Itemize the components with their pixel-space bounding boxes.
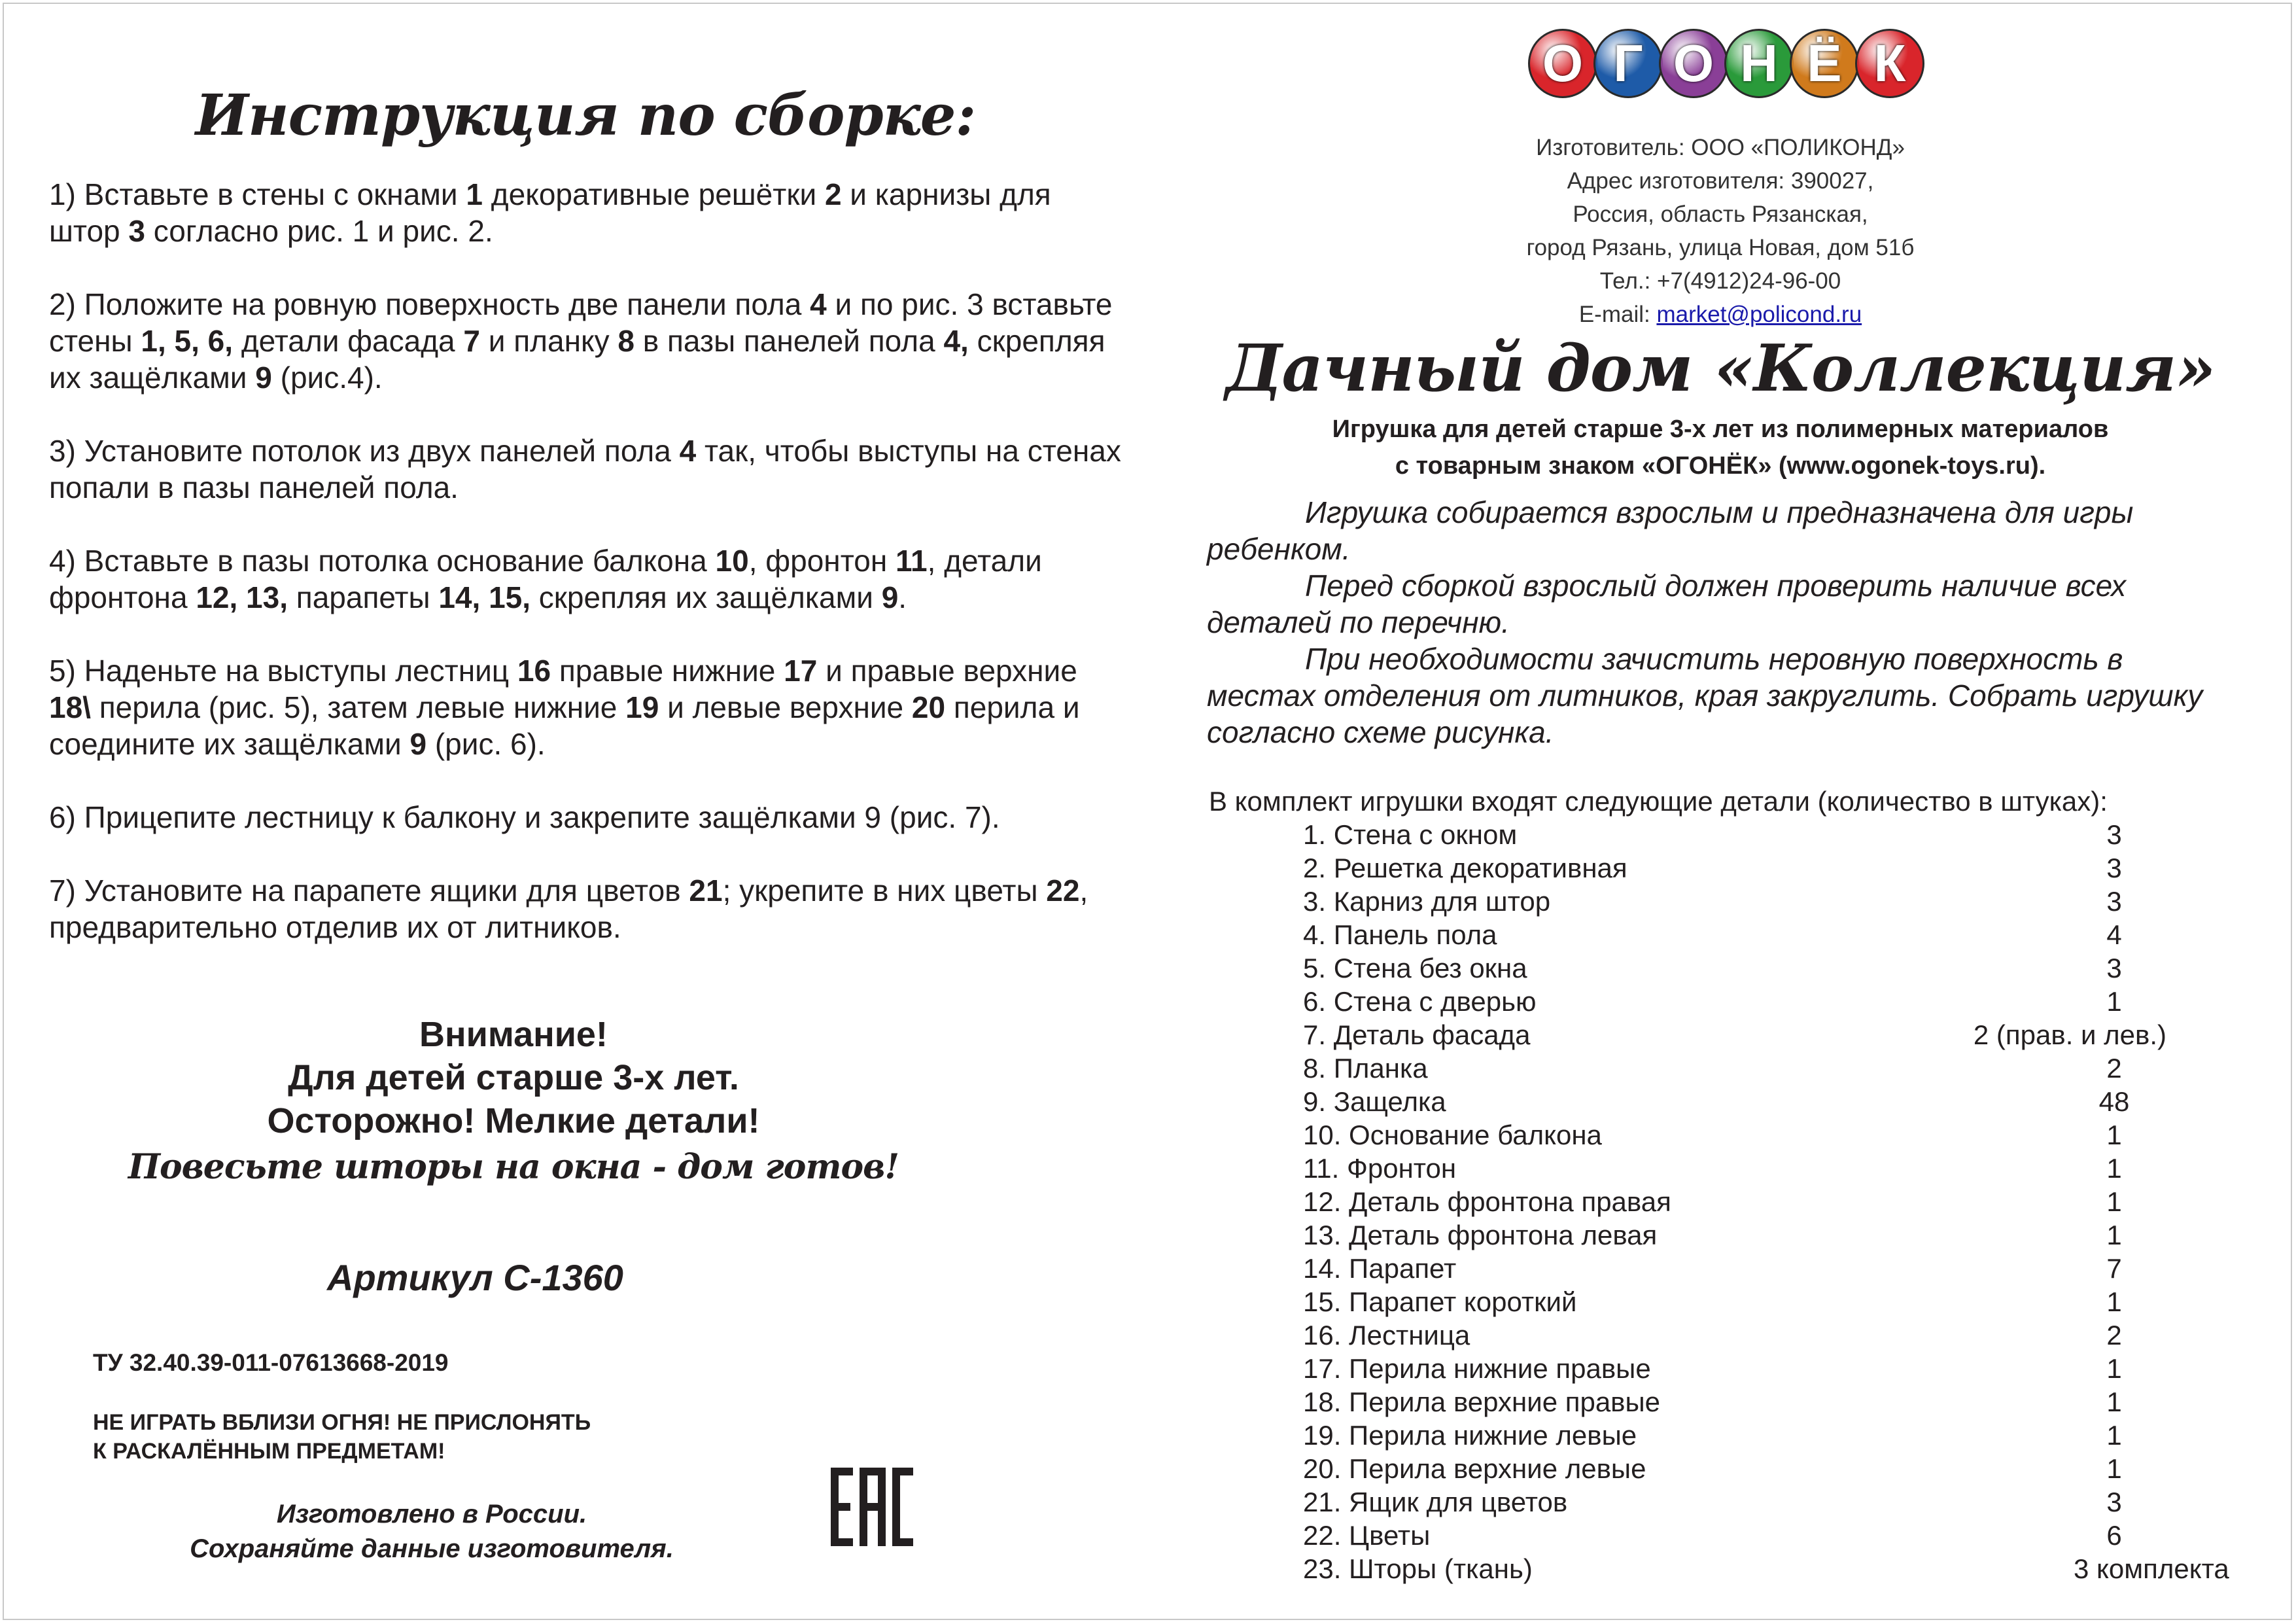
part-quantity: 3 [2106,819,2122,850]
assembly-step: 5) Наденьте на выступы лестниц 16 правые нижние 17 и правые верхние 18\ перила (рис. 5), затем левые нижние 19 и левые верхние 20 перила и соедините их защёлками 9 (рис. 6). [49,653,1080,761]
part-name: 15. Парапет короткий [1303,1286,1577,1317]
part-row [1303,1318,2258,1352]
part-row [1303,1519,2258,1552]
assembly-instructions [49,82,1122,982]
part-name: 13. Деталь фронтона левая [1303,1220,1658,1250]
assembly-step: 3) Установите потолок из двух панелей пола 4 так, чтобы выступы на стенах попали в пазы панелей пола. [49,433,1121,504]
product-title: Дачный дом «Коллекция» [1225,331,2216,406]
warning-block [49,1013,978,1190]
part-row [1303,985,2258,1018]
part-name: 17. Перила нижние правые [1303,1353,1651,1384]
part-row [1303,1185,2258,1218]
part-row [1303,1252,2258,1285]
part-name: 9. Защелка [1303,1086,1446,1117]
manufacturer-line: город Рязань, улица Новая, дом 51б [1526,235,1915,260]
part-name: 1. Стена с окном [1303,819,1518,850]
part-quantity: 3 [2106,853,2122,883]
fire-warning-line: НЕ ИГРАТЬ ВБЛИЗИ ОГНЯ! НЕ ПРИСЛОНЯТЬ [93,1410,591,1435]
part-quantity: 6 [2106,1520,2122,1551]
article-number: Артикул С-1360 [327,1257,623,1298]
part-quantity: 2 [2106,1053,2122,1084]
logo-letter: О [1659,29,1728,98]
product-subtitle [1204,411,2237,484]
part-quantity: 2 (прав. и лев.) [1973,1019,2166,1050]
logo-letter: Г [1593,29,1663,98]
part-name: 19. Перила нижние левые [1303,1420,1637,1451]
parts-list [1303,818,2258,1585]
assembly-step: 6) Прицепите лестницу к балкону и закрепите защёлками 9 (рис. 7). [49,800,1000,834]
part-row [1303,918,2258,951]
assembly-notes [1207,494,2227,750]
part-name: 21. Ящик для цветов [1303,1487,1568,1517]
logo-letter: Ё [1790,29,1859,98]
part-row [1303,1152,2258,1185]
part-quantity: 1 [2106,1186,2122,1217]
manufacturer-line: Изготовитель: ООО «ПОЛИКОНД» [1536,135,1905,160]
part-name: 20. Перила верхние левые [1303,1453,1646,1484]
manufacturer-info [1452,131,1989,331]
part-quantity: 1 [2106,1420,2122,1451]
email-link[interactable]: market@policond.ru [1656,302,1862,327]
ogonek-logo [1528,29,1921,98]
fire-warning [93,1408,591,1466]
part-name: 11. Фронтон [1303,1153,1457,1184]
kit-heading: В комплект игрушки входят следующие детали (количество в штуках): [1209,786,2108,817]
manufacturer-line: Тел.: +7(4912)24-96-00 [1599,268,1841,294]
part-row [1303,1118,2258,1152]
instructions-title: Инструкция по сборке: [195,82,976,149]
made-line: Сохраняйте данные изготовителя. [190,1534,674,1563]
part-row [1303,951,2258,985]
part-row [1303,1385,2258,1419]
part-name: 5. Стена без окна [1303,953,1527,983]
curtains-note: Повесьте шторы на окна - дом готов! [128,1147,899,1187]
part-row [1303,1452,2258,1485]
tech-spec-code: ТУ 32.40.39-011-07613668-2019 [93,1349,449,1376]
part-name: 7. Деталь фасада [1303,1019,1531,1050]
warning-line: Внимание! [419,1015,608,1054]
steps-list [49,176,1122,945]
part-row [1303,885,2258,918]
logo-letter: К [1855,29,1924,98]
part-quantity: 1 [2106,1453,2122,1484]
fire-warning-line: К РАСКАЛЁННЫМ ПРЕДМЕТАМ! [93,1439,445,1464]
part-quantity: 1 [2106,1220,2122,1250]
warning-line: Осторожно! Мелкие детали! [267,1101,760,1140]
eac-mark-icon [829,1464,914,1553]
part-quantity: 3 [2106,953,2122,983]
made-line: Изготовлено в России. [276,1500,587,1528]
subtitle-line: Игрушка для детей старше 3-х лет из полимерных материалов [1332,415,2109,443]
part-quantity: 1 [2106,1386,2122,1417]
part-quantity: 3 [2106,1487,2122,1517]
part-quantity: 1 [2106,1353,2122,1384]
part-quantity: 1 [2106,986,2122,1017]
part-quantity: 3 [2106,886,2122,917]
part-name: 22. Цветы [1303,1520,1431,1551]
manufacturer-line: Адрес изготовителя: 390027, [1567,168,1874,194]
part-row [1303,1085,2258,1118]
part-row [1303,1352,2258,1385]
note-paragraph: Перед сборкой взрослый должен проверить наличие всех деталей по перечню. [1207,569,2127,639]
part-name: 14. Парапет [1303,1253,1457,1284]
part-row [1303,818,2258,851]
part-quantity: 4 [2106,919,2122,950]
part-name: 12. Деталь фронтона правая [1303,1186,1671,1217]
assembly-step: 1) Вставьте в стены с окнами 1 декоративные решётки 2 и карнизы для штор 3 согласно рис. 1 и рис. 2. [49,177,1051,248]
assembly-step: 2) Положите на ровную поверхность две панели пола 4 и по рис. 3 вставьте стены 1, 5, 6, детали фасада 7 и планку 8 в пазы панелей пола 4, скрепляя их защёлками 9 (рис.4). [49,287,1113,395]
part-name: 10. Основание балкона [1303,1120,1602,1150]
part-quantity: 3 комплекта [2074,1553,2229,1584]
part-row [1303,1285,2258,1318]
assembly-step: 7) Установите на парапете ящики для цветов 21; укрепите в них цветы 22, предварительно отделив их от литников. [49,873,1088,944]
part-name: 23. Шторы (ткань) [1303,1553,1533,1584]
part-row [1303,1051,2258,1085]
assembly-step: 4) Вставьте в пазы потолка основание балкона 10, фронтон 11, детали фронтона 12, 13, парапеты 14, 15, скрепляя их защёлками 9. [49,543,1042,614]
logo-letter: Н [1724,29,1794,98]
part-row [1303,1218,2258,1252]
part-row [1303,1552,2258,1585]
part-row [1303,1485,2258,1519]
part-name: 8. Планка [1303,1053,1428,1084]
manufacturer-line: Россия, область Рязанская, [1573,202,1868,227]
part-row [1303,1419,2258,1452]
part-name: 2. Решетка декоративная [1303,853,1627,883]
part-quantity: 1 [2106,1120,2122,1150]
note-paragraph: При необходимости зачистить неровную поверхность в местах отделения от литников, края закруглить. Собрать игрушку согласно схеме рисунка. [1207,642,2203,749]
part-row [1303,851,2258,885]
subtitle-line: с товарным знаком «ОГОНЁК» (www.ogonek-toys.ru). [1395,452,2046,480]
warning-line: Для детей старше 3-х лет. [288,1058,739,1097]
part-name: 6. Стена с дверью [1303,986,1537,1017]
part-quantity: 48 [2098,1086,2130,1117]
part-name: 4. Панель пола [1303,919,1497,950]
logo-letter: О [1528,29,1597,98]
part-name: 3. Карниз для штор [1303,886,1551,917]
part-name: 18. Перила верхние правые [1303,1386,1661,1417]
part-name: 16. Лестница [1303,1320,1470,1350]
part-quantity: 1 [2106,1286,2122,1317]
email-label: E-mail: [1578,302,1657,327]
part-row [1303,1018,2258,1051]
email-line [1452,298,1989,331]
part-quantity: 1 [2106,1153,2122,1184]
part-quantity: 2 [2106,1320,2122,1350]
part-quantity: 7 [2106,1253,2122,1284]
note-paragraph: Игрушка собирается взрослым и предназначена для игры ребенком. [1207,495,2134,566]
made-in-russia [65,1497,798,1566]
